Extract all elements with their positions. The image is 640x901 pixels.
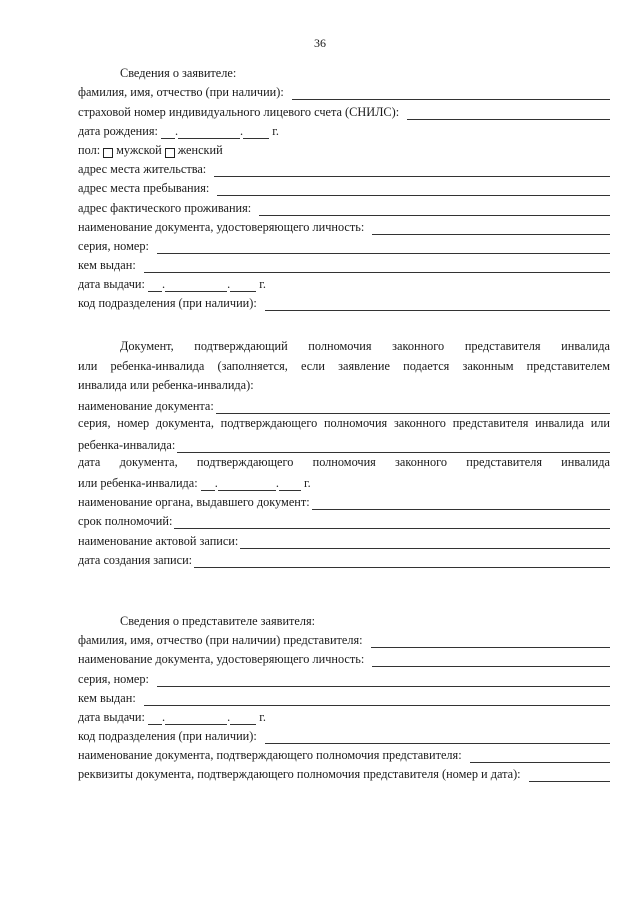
legal-rep-series-field[interactable] (177, 440, 610, 453)
applicant-sex-row (78, 139, 610, 158)
birth-month-field[interactable] (178, 127, 240, 139)
male-label: мужской (116, 142, 162, 157)
legal-rep-term-label: срок полномочий: (78, 514, 173, 529)
birth-year-field[interactable] (243, 127, 269, 139)
rep-id-doc-row (78, 648, 610, 667)
form-content (78, 62, 610, 782)
applicant-issued-by-field[interactable] (144, 260, 610, 273)
legal-rep-series-row (78, 433, 610, 452)
applicant-residence-row (78, 158, 610, 177)
legal-rep-day-field[interactable] (201, 479, 215, 491)
legal-rep-doc-name-field[interactable] (216, 401, 610, 414)
applicant-series-field[interactable] (157, 241, 610, 254)
rep-issued-by-field[interactable] (144, 693, 610, 706)
legal-rep-record-date-label: дата создания записи: (78, 552, 193, 567)
applicant-fio-label: фамилия, имя, отчество (при наличии): (78, 85, 284, 100)
rep-issue-day-field[interactable] (148, 713, 162, 725)
applicant-id-doc-label: наименование документа, удостоверяющего личность: (78, 219, 365, 234)
applicant-division-code-field[interactable] (265, 298, 610, 311)
rep-division-code-label: код подразделения (при наличии): (78, 729, 257, 744)
legal-rep-issuer-field[interactable] (312, 497, 610, 510)
rep-series-row (78, 667, 610, 686)
applicant-stay-field[interactable] (217, 183, 610, 196)
legal-rep-doc-name-label: наименование документа: (78, 399, 214, 414)
legal-rep-date-label: или ребенка-инвалида: (78, 476, 198, 491)
applicant-snils-field[interactable] (407, 107, 610, 120)
representative-heading: Сведения о представителе заявителя: (120, 613, 316, 628)
legal-rep-issuer-label: наименование органа, выдавшего документ: (78, 495, 310, 510)
legal-rep-term-field[interactable] (174, 516, 610, 529)
applicant-residence-label: адрес места жительства: (78, 162, 207, 177)
rep-id-doc-field[interactable] (372, 654, 610, 667)
legal-rep-act-row (78, 529, 610, 548)
rep-issue-month-field[interactable] (165, 713, 227, 725)
legal-rep-act-label: наименование актовой записи: (78, 533, 239, 548)
rep-issue-year-field[interactable] (230, 713, 256, 725)
male-checkbox[interactable] (103, 148, 113, 158)
page-number: 36 (314, 36, 326, 50)
applicant-birth-date-label: дата рождения: (78, 123, 158, 138)
rep-issue-date-row: дата выдачи: . . г. (78, 709, 266, 724)
applicant-birth-date-row: дата рождения: . . г. (78, 123, 279, 138)
applicant-division-code-label: код подразделения (при наличии): (78, 296, 257, 311)
applicant-actual-field[interactable] (259, 203, 610, 216)
applicant-heading: Сведения о заявителе: (120, 66, 237, 81)
rep-authority-details-field[interactable] (529, 769, 610, 782)
applicant-sex-label: пол: (78, 142, 101, 157)
applicant-actual-label: адрес фактического проживания: (78, 200, 252, 215)
applicant-id-doc-row (78, 216, 610, 235)
applicant-issue-date-label: дата выдачи: (78, 277, 145, 292)
legal-rep-act-field[interactable] (240, 536, 610, 549)
rep-authority-details-label: реквизиты документа, подтверждающего полномочия представителя (номер и дата): (78, 767, 521, 782)
issue-month-field[interactable] (165, 280, 227, 292)
legal-rep-intro-3: инвалида или ребенка-инвалида): (78, 377, 254, 392)
legal-rep-term-row (78, 510, 610, 529)
legal-rep-record-date-row (78, 549, 610, 568)
legal-rep-year-field[interactable] (279, 479, 301, 491)
rep-division-code-field[interactable] (265, 731, 610, 744)
applicant-issue-date-row: дата выдачи: . . г. (78, 277, 266, 292)
applicant-residence-field[interactable] (214, 164, 610, 177)
applicant-fio-field[interactable] (292, 87, 610, 100)
rep-series-field[interactable] (157, 674, 610, 687)
issue-day-field[interactable] (148, 280, 162, 292)
legal-rep-date-row: или ребенка-инвалида: . . г. (78, 476, 311, 491)
applicant-snils-row (78, 100, 610, 119)
rep-authority-doc-row (78, 744, 610, 763)
legal-rep-month-field[interactable] (218, 479, 276, 491)
issue-year-field[interactable] (230, 280, 256, 292)
rep-fio-field[interactable] (371, 635, 610, 648)
legal-rep-series-line1: серия, номер документа, подтверждающего полномочия законного представителя инвалида или (78, 416, 610, 431)
female-label: женский (177, 142, 223, 157)
rep-authority-doc-field[interactable] (470, 750, 610, 763)
rep-authority-doc-label: наименование документа, подтверждающего полномочия представителя: (78, 748, 462, 763)
legal-rep-intro-2: или ребенка-инвалида (заполняется, если заявление подается законным представителем (78, 358, 610, 373)
applicant-id-doc-field[interactable] (372, 222, 610, 235)
applicant-stay-label: адрес места пребывания: (78, 181, 210, 196)
legal-rep-issuer-row (78, 491, 610, 510)
applicant-division-code-row (78, 292, 610, 311)
rep-id-doc-label: наименование документа, удостоверяющего личность: (78, 652, 365, 667)
applicant-stay-row (78, 177, 610, 196)
female-checkbox[interactable] (165, 148, 175, 158)
applicant-issued-by-row (78, 254, 610, 273)
legal-rep-intro-1: Документ, подтверждающий полномочия законного представителя инвалида (120, 339, 610, 354)
legal-rep-date-line1: дата документа, подтверждающего полномочия законного представителя инвалида (78, 454, 610, 469)
rep-issued-by-row (78, 687, 610, 706)
birth-day-field[interactable] (161, 127, 175, 139)
legal-rep-series-label: ребенка-инвалида: (78, 437, 176, 452)
applicant-actual-row (78, 196, 610, 215)
rep-issued-by-label: кем выдан: (78, 690, 136, 705)
applicant-snils-label: страховой номер индивидуального лицевого счета (СНИЛС): (78, 104, 400, 119)
rep-issue-date-label: дата выдачи: (78, 709, 145, 724)
legal-rep-record-date-field[interactable] (194, 555, 610, 568)
applicant-issued-by-label: кем выдан: (78, 258, 136, 273)
rep-fio-row (78, 629, 610, 648)
applicant-series-label: серия, номер: (78, 238, 149, 253)
rep-authority-details-row (78, 763, 610, 782)
rep-division-code-row (78, 725, 610, 744)
legal-rep-doc-name-row (78, 395, 610, 414)
rep-series-label: серия, номер: (78, 671, 149, 686)
applicant-series-row (78, 235, 610, 254)
applicant-fio-row (78, 81, 610, 100)
rep-fio-label: фамилия, имя, отчество (при наличии) представителя: (78, 633, 363, 648)
